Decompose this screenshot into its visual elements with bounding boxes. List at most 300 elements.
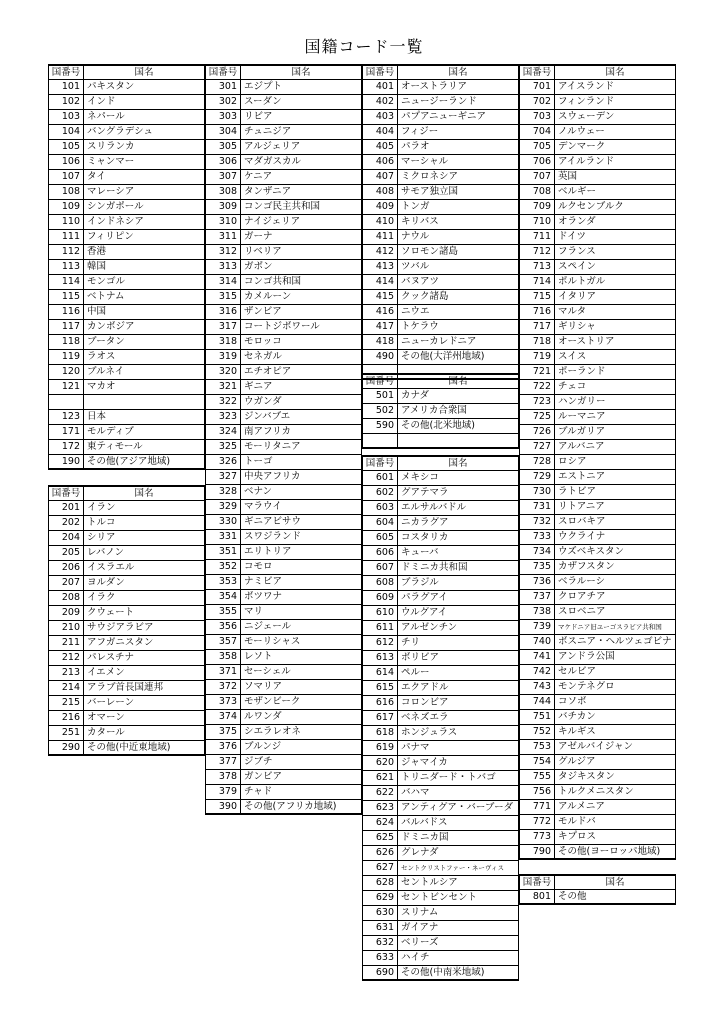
country-code: 731 — [520, 500, 555, 514]
code-table — [205, 64, 362, 815]
table-row — [205, 305, 362, 320]
table-row — [205, 635, 362, 650]
country-name: その他(ヨーロッパ地域) — [558, 846, 661, 857]
table-row — [205, 245, 362, 260]
country-name: ツバル — [401, 261, 430, 272]
table-row — [362, 651, 519, 666]
table-row — [205, 800, 362, 815]
country-code: 740 — [520, 635, 555, 649]
country-name: グレナダ — [401, 847, 439, 858]
table-row — [362, 275, 519, 290]
country-code: 714 — [520, 275, 555, 289]
country-code: 121 — [49, 380, 84, 394]
country-code: 713 — [520, 260, 555, 274]
country-code: 739 — [520, 620, 555, 634]
country-code: 310 — [206, 215, 241, 229]
country-code: 376 — [206, 740, 241, 754]
table-row — [205, 80, 362, 95]
country-code: 324 — [206, 425, 241, 439]
table-row — [362, 320, 519, 335]
country-code: 327 — [206, 470, 241, 484]
table-row — [362, 335, 519, 350]
country-code: 729 — [520, 470, 555, 484]
country-name: レソト — [244, 651, 273, 662]
country-code: 215 — [49, 696, 84, 710]
country-code — [363, 434, 398, 447]
country-name: タンザニア — [244, 186, 292, 197]
country-name: ラトビア — [558, 486, 597, 497]
country-code: 313 — [206, 260, 241, 274]
table-row — [519, 545, 676, 560]
country-code: 706 — [520, 155, 555, 169]
country-name: ベラルーシ — [558, 576, 606, 587]
country-code: 703 — [520, 110, 555, 124]
country-code: 306 — [206, 155, 241, 169]
header-code: 国番号 — [49, 66, 84, 79]
table-header — [362, 373, 519, 389]
country-name: ウルグアイ — [401, 607, 448, 618]
country-code: 717 — [520, 320, 555, 334]
country-code: 417 — [363, 320, 398, 334]
header-code: 国番号 — [363, 375, 398, 388]
country-code: 704 — [520, 125, 555, 139]
table-row — [519, 260, 676, 275]
table-row — [48, 501, 205, 516]
table-row — [205, 395, 362, 410]
country-name: ガンビア — [244, 771, 283, 782]
country-name: 韓国 — [87, 261, 107, 272]
country-code: 743 — [520, 680, 555, 694]
table-row — [48, 651, 205, 666]
country-name: その他(大洋州地域) — [401, 351, 485, 362]
table-row — [205, 410, 362, 425]
code-table — [362, 373, 519, 449]
country-code: 120 — [49, 365, 84, 379]
country-name: マリ — [244, 606, 264, 617]
country-code: 723 — [520, 395, 555, 409]
country-code: 744 — [520, 695, 555, 709]
country-code: 416 — [363, 305, 398, 319]
country-code: 737 — [520, 590, 555, 604]
country-name: アラブ首長国連邦 — [87, 682, 164, 693]
country-code: 110 — [49, 215, 84, 229]
country-code: 501 — [363, 389, 398, 403]
country-code: 710 — [520, 215, 555, 229]
country-code: 411 — [363, 230, 398, 244]
country-code: 116 — [49, 305, 84, 319]
country-name: アンドラ公国 — [558, 651, 615, 662]
country-name: サウジアラビア — [87, 622, 154, 633]
country-code: 608 — [363, 576, 398, 590]
country-code: 690 — [363, 966, 398, 979]
table-row — [362, 621, 519, 636]
table-row — [205, 335, 362, 350]
country-name: タイ — [87, 171, 106, 182]
country-code: 755 — [520, 770, 555, 784]
country-code: 373 — [206, 695, 241, 709]
table-row — [519, 620, 676, 635]
country-name: オマーン — [87, 712, 125, 723]
country-name: 香港 — [87, 246, 107, 257]
country-name: ナイジェリア — [244, 216, 301, 227]
country-name: ラオス — [87, 351, 116, 362]
table-row — [362, 816, 519, 831]
table-row — [362, 861, 519, 876]
country-name: スリランカ — [87, 141, 135, 152]
country-name: ギニア — [244, 381, 273, 392]
table-row — [48, 350, 205, 365]
country-name: キリバス — [401, 216, 439, 227]
table-row — [519, 215, 676, 230]
table-row — [205, 725, 362, 740]
country-name: ナミビア — [244, 576, 283, 587]
country-code: 104 — [49, 125, 84, 139]
table-row — [48, 681, 205, 696]
table-row — [519, 140, 676, 155]
country-name: ペルー — [401, 667, 430, 678]
country-code: 377 — [206, 755, 241, 769]
country-code: 620 — [363, 756, 398, 770]
country-code: 614 — [363, 666, 398, 680]
table-row — [362, 215, 519, 230]
country-code: 201 — [49, 501, 84, 515]
country-code: 490 — [363, 350, 398, 364]
country-name: エチオピア — [244, 366, 292, 377]
table-row — [519, 605, 676, 620]
country-code: 351 — [206, 545, 241, 559]
country-name: バハマ — [401, 787, 430, 798]
table-row — [48, 365, 205, 380]
table-row — [519, 800, 676, 815]
table-row — [362, 170, 519, 185]
country-code: 404 — [363, 125, 398, 139]
country-code: 322 — [206, 395, 241, 409]
country-code: 619 — [363, 741, 398, 755]
country-code: 502 — [363, 404, 398, 418]
country-name: スウェーデン — [558, 111, 615, 122]
country-name: その他(アフリカ地域) — [244, 801, 337, 812]
table-row — [519, 830, 676, 845]
country-name: ボリビア — [401, 652, 440, 663]
table-row — [362, 876, 519, 891]
table-row — [362, 741, 519, 756]
country-name: バチカン — [558, 711, 596, 722]
table-row — [362, 726, 519, 741]
country-name: ルーマニア — [558, 411, 606, 422]
country-name: イスラエル — [87, 562, 135, 573]
country-name — [84, 395, 204, 409]
country-name: ナウル — [401, 231, 430, 242]
table-row — [362, 140, 519, 155]
table-row — [205, 155, 362, 170]
country-code: 722 — [520, 380, 555, 394]
country-name: ドミニカ共和国 — [401, 562, 468, 573]
country-name: ソマリア — [244, 681, 283, 692]
table-row — [205, 440, 362, 455]
table-row — [205, 200, 362, 215]
country-code: 325 — [206, 440, 241, 454]
country-code: 210 — [49, 621, 84, 635]
country-code: 712 — [520, 245, 555, 259]
header-code: 国番号 — [49, 487, 84, 500]
country-code: 117 — [49, 320, 84, 334]
country-code: 725 — [520, 410, 555, 424]
country-name: スイス — [558, 351, 587, 362]
country-name: グアテマラ — [401, 487, 449, 498]
country-name: スロベニア — [558, 606, 606, 617]
country-code: 108 — [49, 185, 84, 199]
table-row — [48, 260, 205, 275]
country-name: フィリピン — [87, 231, 134, 242]
country-name: アルメニア — [558, 801, 605, 812]
table-row — [362, 771, 519, 786]
country-code: 114 — [49, 275, 84, 289]
country-name: アンティグア・バーブーダ — [401, 802, 514, 813]
table-row — [205, 740, 362, 755]
country-name: コソボ — [558, 696, 587, 707]
country-code: 216 — [49, 711, 84, 725]
country-code: 305 — [206, 140, 241, 154]
table-row — [362, 576, 519, 591]
country-code: 307 — [206, 170, 241, 184]
country-name: セルビア — [558, 666, 597, 677]
country-name: ベルギー — [558, 186, 597, 197]
table-row — [48, 290, 205, 305]
country-code: 718 — [520, 335, 555, 349]
country-code — [49, 395, 84, 409]
country-name: ジンバブエ — [244, 411, 291, 422]
table-row — [205, 95, 362, 110]
table-row — [519, 125, 676, 140]
country-name: 英国 — [558, 171, 578, 182]
country-name: 中央アフリカ — [244, 471, 301, 482]
country-name: トーゴ — [244, 456, 273, 467]
table-row — [48, 440, 205, 455]
table-row — [362, 155, 519, 170]
country-name: コスタリカ — [401, 532, 449, 543]
country-code: 106 — [49, 155, 84, 169]
country-name: ベネズエラ — [401, 712, 449, 723]
country-code: 707 — [520, 170, 555, 184]
country-name: ジャマイカ — [401, 757, 448, 768]
code-table — [519, 874, 676, 905]
table-row — [48, 140, 205, 155]
country-code: 632 — [363, 936, 398, 950]
country-name: ベトナム — [87, 291, 125, 302]
table-row — [519, 575, 676, 590]
country-code: 356 — [206, 620, 241, 634]
country-name: クック諸島 — [401, 291, 449, 302]
table-row — [519, 635, 676, 650]
country-name: スリナム — [401, 907, 439, 918]
country-code: 734 — [520, 545, 555, 559]
country-name: パナマ — [401, 742, 430, 753]
country-name: 日本 — [87, 411, 107, 422]
country-code: 207 — [49, 576, 84, 590]
table-row — [205, 425, 362, 440]
header-code: 国番号 — [520, 66, 555, 79]
table-header — [362, 64, 519, 80]
table-row — [48, 305, 205, 320]
table-row — [205, 470, 362, 485]
page-title: 国籍コード一覧 — [304, 37, 424, 56]
table-row — [48, 155, 205, 170]
country-name: ブルガリア — [558, 426, 606, 437]
country-name: クロアチア — [558, 591, 606, 602]
country-name: ポーランド — [558, 366, 606, 377]
table-row — [519, 305, 676, 320]
country-code: 409 — [363, 200, 398, 214]
table-row — [362, 756, 519, 771]
country-code: 736 — [520, 575, 555, 589]
country-code: 190 — [49, 455, 84, 468]
country-code: 105 — [49, 140, 84, 154]
country-code: 603 — [363, 501, 398, 515]
country-code: 728 — [520, 455, 555, 469]
country-code: 415 — [363, 290, 398, 304]
table-row — [362, 681, 519, 696]
country-code: 113 — [49, 260, 84, 274]
country-code: 751 — [520, 710, 555, 724]
country-name: ニュージーランド — [401, 96, 477, 107]
country-code: 329 — [206, 500, 241, 514]
table-row — [519, 110, 676, 125]
country-name: パキスタン — [87, 81, 135, 92]
country-code: 618 — [363, 726, 398, 740]
country-code: 702 — [520, 95, 555, 109]
table-header — [205, 64, 362, 80]
table-row — [205, 590, 362, 605]
country-code: 172 — [49, 440, 84, 454]
table-row — [362, 846, 519, 861]
country-code: 754 — [520, 755, 555, 769]
table-row — [362, 404, 519, 419]
code-table — [48, 485, 205, 756]
country-code: 756 — [520, 785, 555, 799]
country-code: 721 — [520, 365, 555, 379]
table-row — [205, 185, 362, 200]
country-code: 602 — [363, 486, 398, 500]
table-row — [519, 560, 676, 575]
country-code: 627 — [363, 861, 398, 875]
country-code: 604 — [363, 516, 398, 530]
country-name: ドミニカ国 — [401, 832, 449, 843]
country-name: チャド — [244, 786, 273, 797]
country-code: 323 — [206, 410, 241, 424]
country-code: 626 — [363, 846, 398, 860]
country-code: 213 — [49, 666, 84, 680]
table-row — [205, 260, 362, 275]
country-name: イタリア — [558, 291, 597, 302]
country-name: その他(中近東地域) — [87, 742, 171, 753]
country-code: 610 — [363, 606, 398, 620]
country-name: リベリア — [244, 246, 282, 257]
table-row — [362, 200, 519, 215]
country-code: 309 — [206, 200, 241, 214]
table-row — [205, 620, 362, 635]
country-code: 773 — [520, 830, 555, 844]
country-code: 621 — [363, 771, 398, 785]
country-name: トルコ — [87, 517, 116, 528]
table-row — [48, 275, 205, 290]
country-name: ベナン — [244, 486, 273, 497]
country-code: 629 — [363, 891, 398, 905]
table-row — [48, 546, 205, 561]
country-name: ロシア — [558, 456, 587, 467]
country-name: その他 — [558, 891, 587, 902]
country-code: 401 — [363, 80, 398, 94]
table-row — [519, 230, 676, 245]
country-name: ニウエ — [401, 306, 430, 317]
table-row — [362, 966, 519, 981]
table-row — [205, 770, 362, 785]
table-row — [362, 290, 519, 305]
table-row — [519, 530, 676, 545]
table-row — [519, 350, 676, 365]
country-code: 375 — [206, 725, 241, 739]
header-code: 国番号 — [363, 66, 398, 79]
table-row — [205, 755, 362, 770]
country-code: 304 — [206, 125, 241, 139]
country-name: セネガル — [244, 351, 283, 362]
country-code: 354 — [206, 590, 241, 604]
country-name: バヌアツ — [401, 276, 440, 287]
country-name: ヨルダン — [87, 577, 125, 588]
country-code: 214 — [49, 681, 84, 695]
country-code: 412 — [363, 245, 398, 259]
table-row — [519, 515, 676, 530]
country-code: 772 — [520, 815, 555, 829]
country-name: ルワンダ — [244, 711, 282, 722]
country-name: カメルーン — [244, 291, 292, 302]
country-name: パプアニューギニア — [401, 111, 487, 122]
country-name: ソロモン諸島 — [401, 246, 459, 257]
country-code: 609 — [363, 591, 398, 605]
country-code: 612 — [363, 636, 398, 650]
country-code: 726 — [520, 425, 555, 439]
table-row — [519, 785, 676, 800]
country-name: スロバキア — [558, 516, 606, 527]
table-row — [362, 501, 519, 516]
header-code: 国番号 — [520, 876, 555, 889]
country-code: 123 — [49, 410, 84, 424]
table-row — [362, 185, 519, 200]
country-code: 171 — [49, 425, 84, 439]
country-name: トリニダード・トバゴ — [401, 772, 496, 783]
country-code: 331 — [206, 530, 241, 544]
country-code: 753 — [520, 740, 555, 754]
header-name: 国名 — [134, 67, 154, 78]
table-row — [205, 650, 362, 665]
country-name: マダガスカル — [244, 156, 302, 167]
table-row — [205, 605, 362, 620]
country-name: シエラレオネ — [244, 726, 301, 737]
country-name: イエメン — [87, 667, 125, 678]
table-row — [205, 545, 362, 560]
table-row — [519, 380, 676, 395]
table-row — [48, 455, 205, 470]
country-name: コンゴ共和国 — [244, 276, 302, 287]
country-code: 623 — [363, 801, 398, 815]
table-row — [362, 921, 519, 936]
country-name: マルタ — [558, 306, 587, 317]
country-name: エリトリア — [244, 546, 292, 557]
country-code: 353 — [206, 575, 241, 589]
table-row — [205, 110, 362, 125]
table-row — [519, 425, 676, 440]
country-name: ルクセンブルク — [558, 201, 624, 212]
country-code: 204 — [49, 531, 84, 545]
